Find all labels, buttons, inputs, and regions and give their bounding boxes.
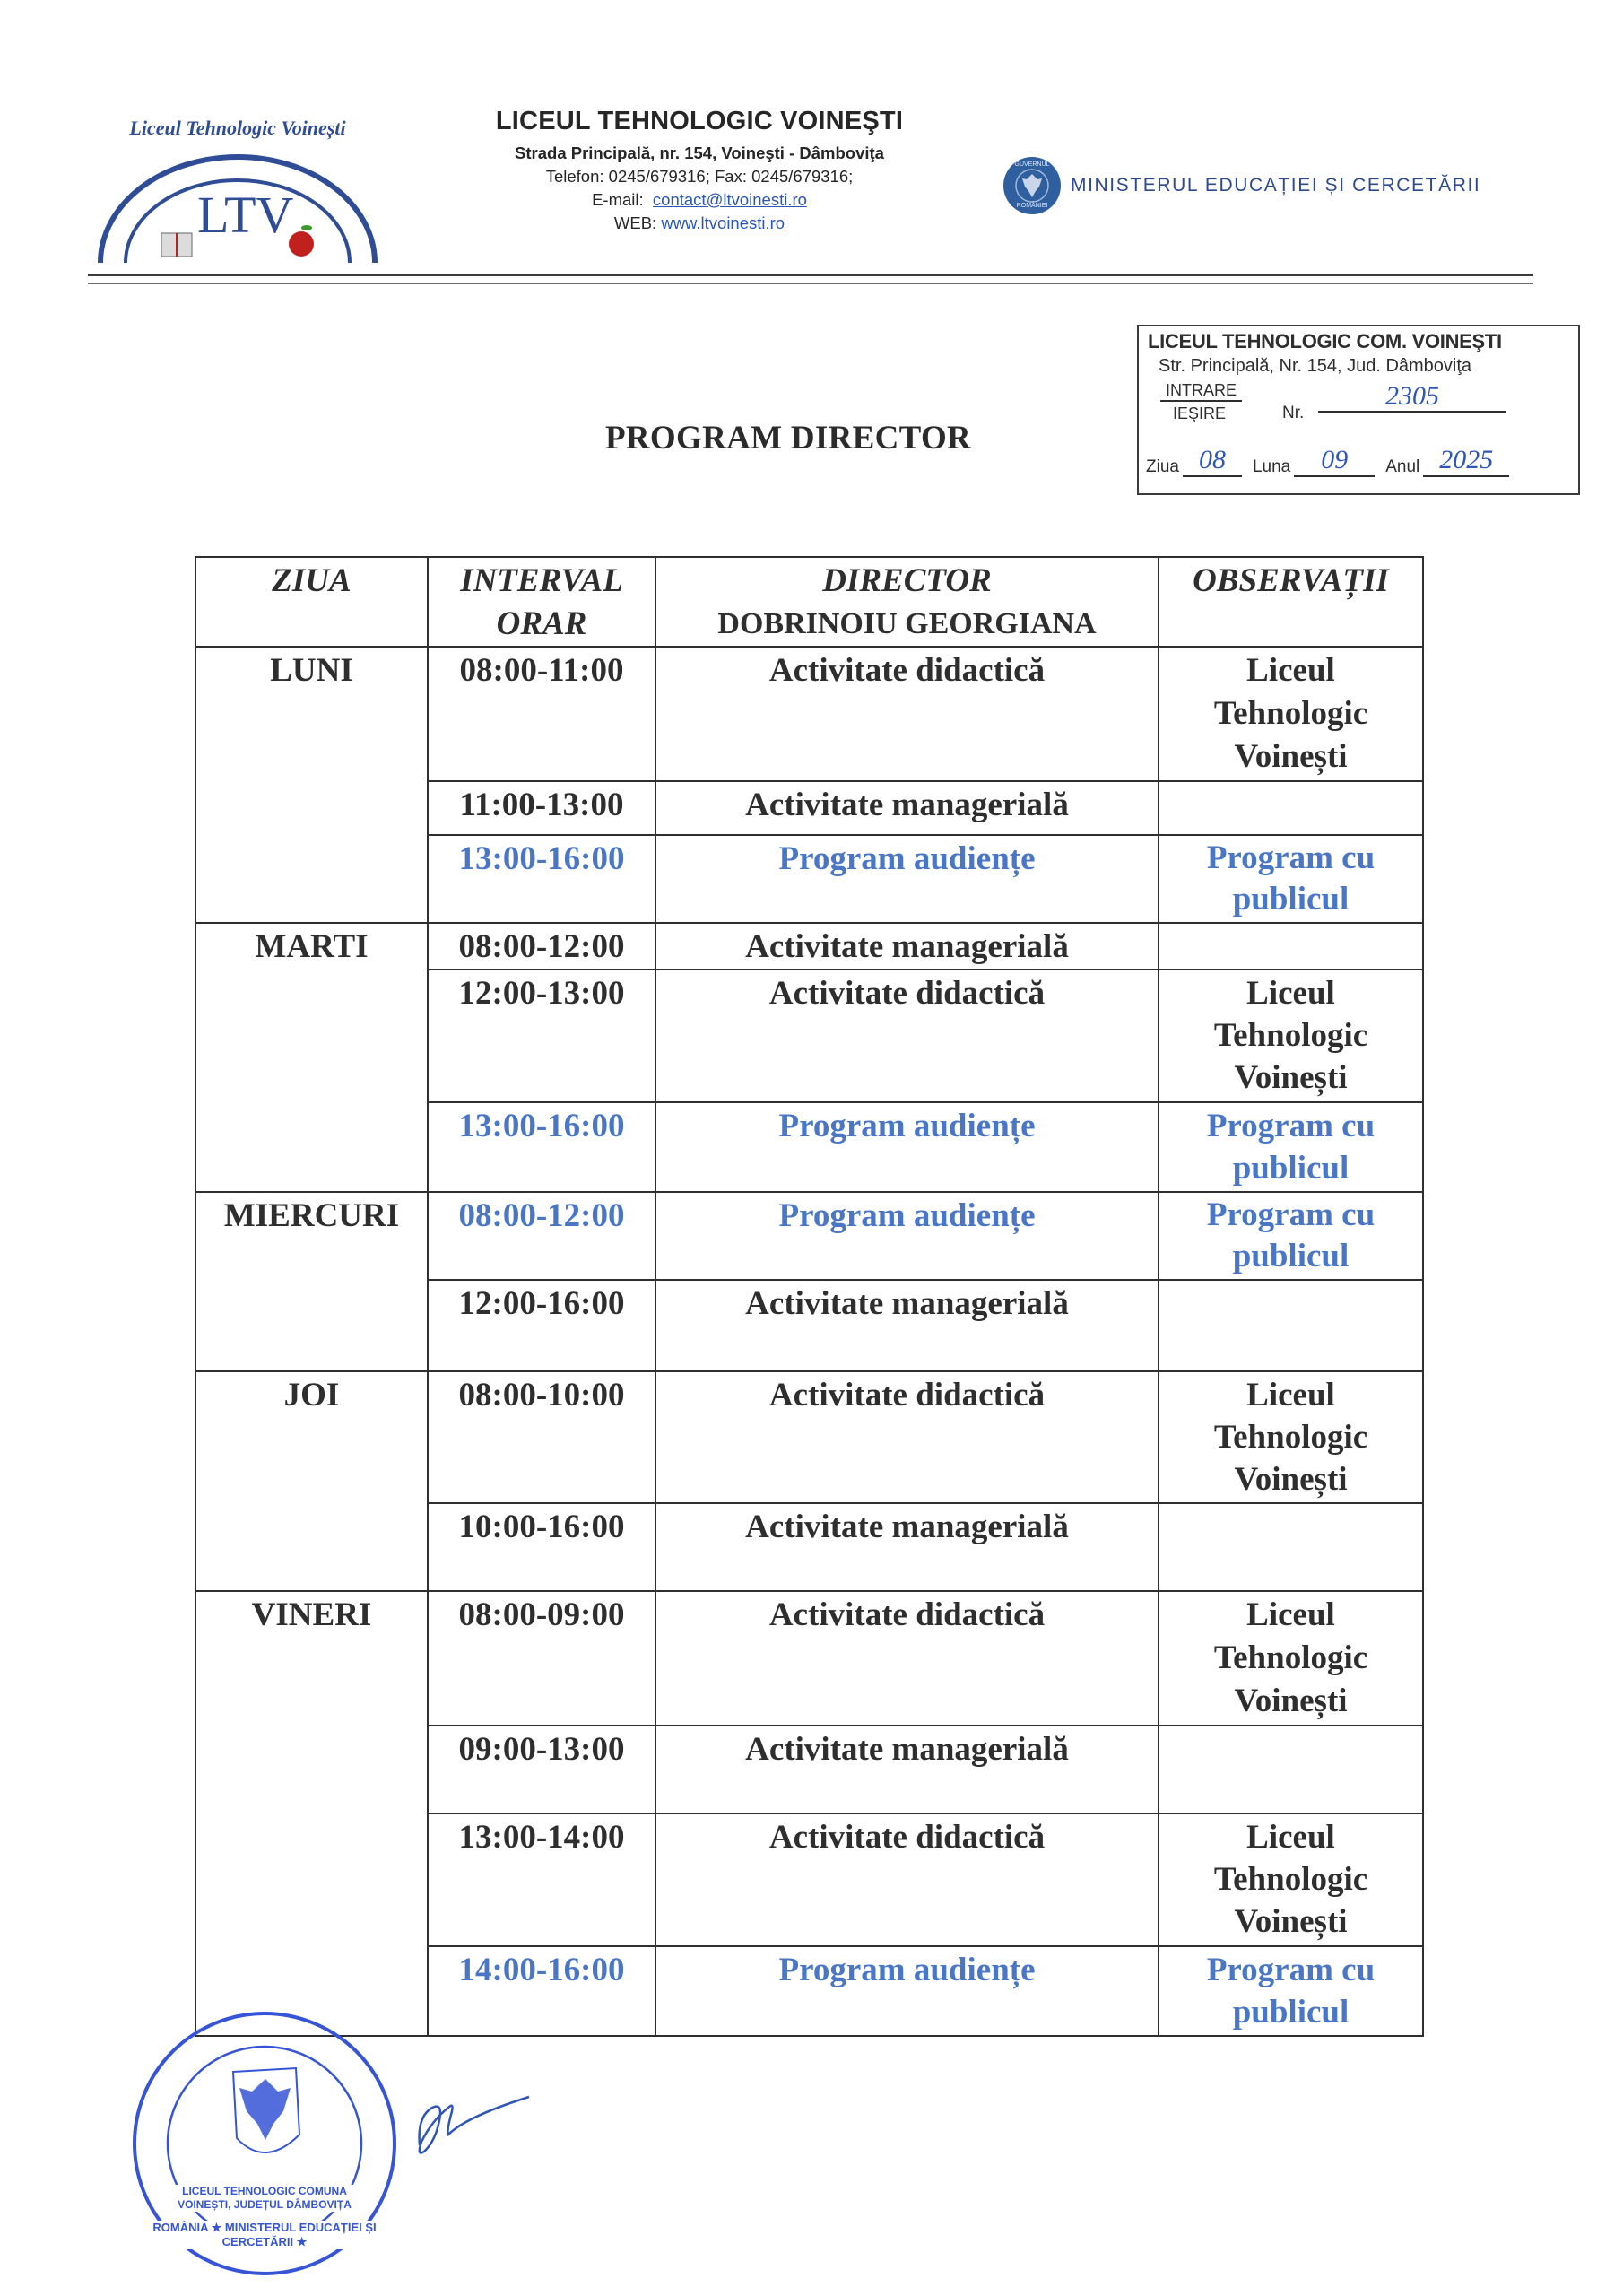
observation-lines <box>1159 924 1422 926</box>
interval-cell <box>428 923 655 970</box>
web-link[interactable]: www.ltvoinesti.ro <box>661 213 785 232</box>
table-row <box>195 1192 1423 1280</box>
observation-line: Program cu <box>1206 1108 1376 1144</box>
interval-cell <box>428 970 655 1102</box>
observation-line: Tehnologic <box>1213 1639 1368 1676</box>
official-round-seal <box>117 2009 412 2278</box>
day-cell <box>195 1371 428 1591</box>
interval-cell <box>428 1280 655 1371</box>
interval-text: 13:00-16:00 <box>458 840 625 877</box>
stamp-month-value: 09 <box>1294 445 1375 477</box>
observation-line: publicul <box>1232 1150 1350 1187</box>
observation-cell <box>1159 781 1423 835</box>
interval-cell <box>428 1813 655 1946</box>
activity-text: Program audiențe <box>778 1952 1036 1988</box>
email-label: E-mail: <box>592 190 644 209</box>
header-observations: OBSERVAȚII <box>1159 557 1423 647</box>
table-row <box>195 923 1423 970</box>
interval-cell <box>428 1946 655 2036</box>
observation-line: Voinești <box>1234 1683 1348 1719</box>
interval-text: 14:00-16:00 <box>458 1952 625 1988</box>
stamp-day-value: 08 <box>1183 445 1242 477</box>
school-web-line <box>421 212 977 235</box>
activity-text: Activitate managerială <box>745 928 1069 965</box>
interval-cell <box>428 1102 655 1192</box>
observation-lines <box>1159 1193 1422 1277</box>
observation-lines <box>1159 1726 1422 1728</box>
document-title: PROGRAM DIRECTOR <box>605 420 972 457</box>
activity-text: Activitate managerială <box>745 1285 1069 1322</box>
observation-cell <box>1159 1946 1423 2036</box>
interval-text: 08:00-12:00 <box>458 1197 625 1234</box>
observation-cell <box>1159 647 1423 781</box>
activity-text: Program audiențe <box>778 1108 1036 1144</box>
observation-line: Program cu <box>1206 839 1376 876</box>
stamp-entry-label: INTRARE <box>1160 380 1242 402</box>
ministry-name: MINISTERUL EDUCAȚIEI ȘI CERCETĂRII <box>1071 175 1481 196</box>
seal-inner-text: LICEUL TEHNOLOGIC COMUNA VOINEȘTI, JUDEȚUL DÂMBOVIȚA <box>167 2185 362 2212</box>
observation-line: Liceul <box>1246 1596 1335 1633</box>
header-interval: INTERVAL ORAR <box>428 557 655 647</box>
observation-line: Tehnologic <box>1213 695 1368 732</box>
activity-cell <box>655 1503 1159 1591</box>
school-address: Strada Principală, nr. 154, Voineşti - Dâmboviţa <box>515 144 884 162</box>
day-label: LUNI <box>270 652 353 689</box>
observation-cell <box>1159 1102 1423 1192</box>
stamp-day-label: Ziua <box>1146 457 1179 476</box>
observation-cell <box>1159 1192 1423 1280</box>
activity-cell <box>655 1102 1159 1192</box>
day-label: JOI <box>283 1377 340 1413</box>
activity-text: Activitate managerială <box>745 1509 1069 1545</box>
stamp-month-label: Luna <box>1252 457 1291 476</box>
school-phone-fax: Telefon: 0245/679316; Fax: 0245/679316; <box>545 167 854 186</box>
activity-text: Activitate managerială <box>745 1731 1069 1768</box>
observation-cell <box>1159 1813 1423 1946</box>
observation-cell <box>1159 1280 1423 1371</box>
observation-line: publicul <box>1232 1994 1350 2031</box>
observation-line: publicul <box>1232 881 1350 918</box>
government-seal <box>1002 156 1062 215</box>
school-name: LICEUL TEHNOLOGIC VOINEŞTI <box>495 107 904 135</box>
header-day: ZIUA <box>195 557 428 647</box>
school-contact-block <box>421 106 977 235</box>
observation-line: Tehnologic <box>1213 1861 1368 1898</box>
activity-cell <box>655 835 1159 923</box>
registration-stamp <box>1137 325 1580 495</box>
stamp-date-row <box>1146 445 1509 477</box>
interval-cell <box>428 1192 655 1280</box>
email-link[interactable]: contact@ltvoinesti.ro <box>652 190 807 209</box>
interval-cell <box>428 1726 655 1813</box>
day-cell <box>195 923 428 1192</box>
observation-line: Liceul <box>1246 1377 1335 1413</box>
table-header-row <box>195 557 1423 647</box>
interval-text: 13:00-14:00 <box>458 1819 625 1856</box>
observation-cell <box>1159 835 1423 923</box>
interval-cell <box>428 1503 655 1591</box>
header-divider <box>88 274 1533 284</box>
activity-text: Program audiențe <box>778 1197 1036 1234</box>
stamp-year-value: 2025 <box>1423 445 1509 477</box>
interval-text: 10:00-16:00 <box>458 1509 625 1545</box>
observation-line: Program cu <box>1206 1196 1376 1233</box>
observation-line: Voinești <box>1234 1903 1348 1940</box>
day-cell <box>195 1192 428 1371</box>
activity-text: Activitate didactică <box>768 652 1046 689</box>
school-logo <box>90 117 386 265</box>
observation-cell <box>1159 1726 1423 1813</box>
day-cell <box>195 647 428 923</box>
observation-line: Liceul <box>1246 1819 1335 1856</box>
stamp-title: LICEUL TEHNOLOGIC COM. VOINEŞTI <box>1148 330 1502 352</box>
activity-text: Activitate didactică <box>768 1819 1046 1856</box>
activity-cell <box>655 1192 1159 1280</box>
activity-cell <box>655 1946 1159 2036</box>
stamp-nr-value: 2305 <box>1318 382 1506 413</box>
observation-line: Voinești <box>1234 1461 1348 1498</box>
activity-text: Activitate managerială <box>745 787 1069 823</box>
activity-cell <box>655 1280 1159 1371</box>
observation-lines <box>1159 1592 1422 1723</box>
table-row <box>195 647 1423 781</box>
activity-text: Program audiențe <box>778 840 1036 877</box>
interval-text: 08:00-09:00 <box>458 1596 625 1633</box>
observation-cell <box>1159 1503 1423 1591</box>
interval-text: 08:00-11:00 <box>459 652 624 689</box>
observation-line: Tehnologic <box>1213 1419 1368 1456</box>
stamp-exit-label: IEŞIRE <box>1173 404 1227 422</box>
observation-line: Liceul <box>1246 975 1335 1012</box>
observation-lines <box>1159 1814 1422 1943</box>
interval-text: 09:00-13:00 <box>458 1731 625 1768</box>
observation-cell <box>1159 970 1423 1102</box>
interval-text: 12:00-16:00 <box>458 1285 625 1322</box>
observation-lines <box>1159 1372 1422 1500</box>
interval-text: 13:00-16:00 <box>458 1108 625 1144</box>
logo-monogram: LTV <box>197 186 294 244</box>
interval-cell <box>428 835 655 923</box>
observation-lines <box>1159 1281 1422 1283</box>
school-email-line <box>421 188 977 212</box>
observation-cell <box>1159 1591 1423 1726</box>
stamp-address: Str. Principală, Nr. 154, Jud. Dâmboviţa <box>1159 356 1472 376</box>
seal-bottom-text: ROMÂNIEI <box>1016 203 1048 209</box>
stamp-nr-label: Nr. <box>1282 404 1305 422</box>
interval-text: 08:00-10:00 <box>458 1377 625 1413</box>
observation-cell <box>1159 1371 1423 1503</box>
signature-icon <box>412 2081 538 2161</box>
activity-text: Activitate didactică <box>768 1596 1046 1633</box>
observation-line: Program cu <box>1206 1952 1376 1988</box>
interval-text: 11:00-13:00 <box>459 787 624 823</box>
observation-lines <box>1159 836 1422 920</box>
activity-text: Activitate didactică <box>768 1377 1046 1413</box>
observation-lines <box>1159 1947 1422 2033</box>
logo-arc-text: Liceul Tehnologic Voinești <box>129 117 346 139</box>
interval-text: 08:00-12:00 <box>458 928 625 965</box>
observation-line: Voinești <box>1234 1059 1348 1096</box>
observation-lines <box>1159 970 1422 1099</box>
interval-cell <box>428 647 655 781</box>
schedule-body <box>195 647 1423 2036</box>
table-row <box>195 1591 1423 1726</box>
header-director: DIRECTOR DOBRINOIU GEORGIANA <box>655 557 1159 647</box>
day-label: MIERCURI <box>223 1197 400 1234</box>
interval-cell <box>428 1591 655 1726</box>
day-cell <box>195 1591 428 2036</box>
activity-cell <box>655 781 1159 835</box>
activity-cell <box>655 1726 1159 1813</box>
activity-cell <box>655 647 1159 781</box>
director-schedule-table <box>195 556 1424 2037</box>
interval-text: 12:00-13:00 <box>458 975 625 1012</box>
day-label: VINERI <box>251 1596 372 1633</box>
stamp-year-label: Anul <box>1385 457 1420 476</box>
activity-cell <box>655 923 1159 970</box>
interval-cell <box>428 781 655 835</box>
observation-line: Voinești <box>1234 738 1348 775</box>
web-label: WEB: <box>613 213 657 232</box>
observation-lines <box>1159 782 1422 784</box>
observation-cell <box>1159 923 1423 970</box>
seal-outer-text: ROMÂNIA ★ MINISTERUL EDUCAȚIEI ȘI CERCETĂRII ★ <box>142 2221 387 2249</box>
activity-cell <box>655 970 1159 1102</box>
observation-lines <box>1159 648 1422 778</box>
activity-cell <box>655 1813 1159 1946</box>
day-label: MARTI <box>255 928 369 965</box>
activity-cell <box>655 1591 1159 1726</box>
activity-cell <box>655 1371 1159 1503</box>
observation-lines <box>1159 1103 1422 1189</box>
interval-cell <box>428 1371 655 1503</box>
observation-line: publicul <box>1232 1238 1350 1274</box>
seal-top-text: GUVERNUL <box>1014 161 1050 168</box>
activity-text: Activitate didactică <box>768 975 1046 1012</box>
ministry-header <box>1002 156 1480 215</box>
observation-lines <box>1159 1504 1422 1506</box>
table-row <box>195 1371 1423 1503</box>
observation-line: Liceul <box>1246 652 1335 689</box>
observation-line: Tehnologic <box>1213 1017 1368 1054</box>
